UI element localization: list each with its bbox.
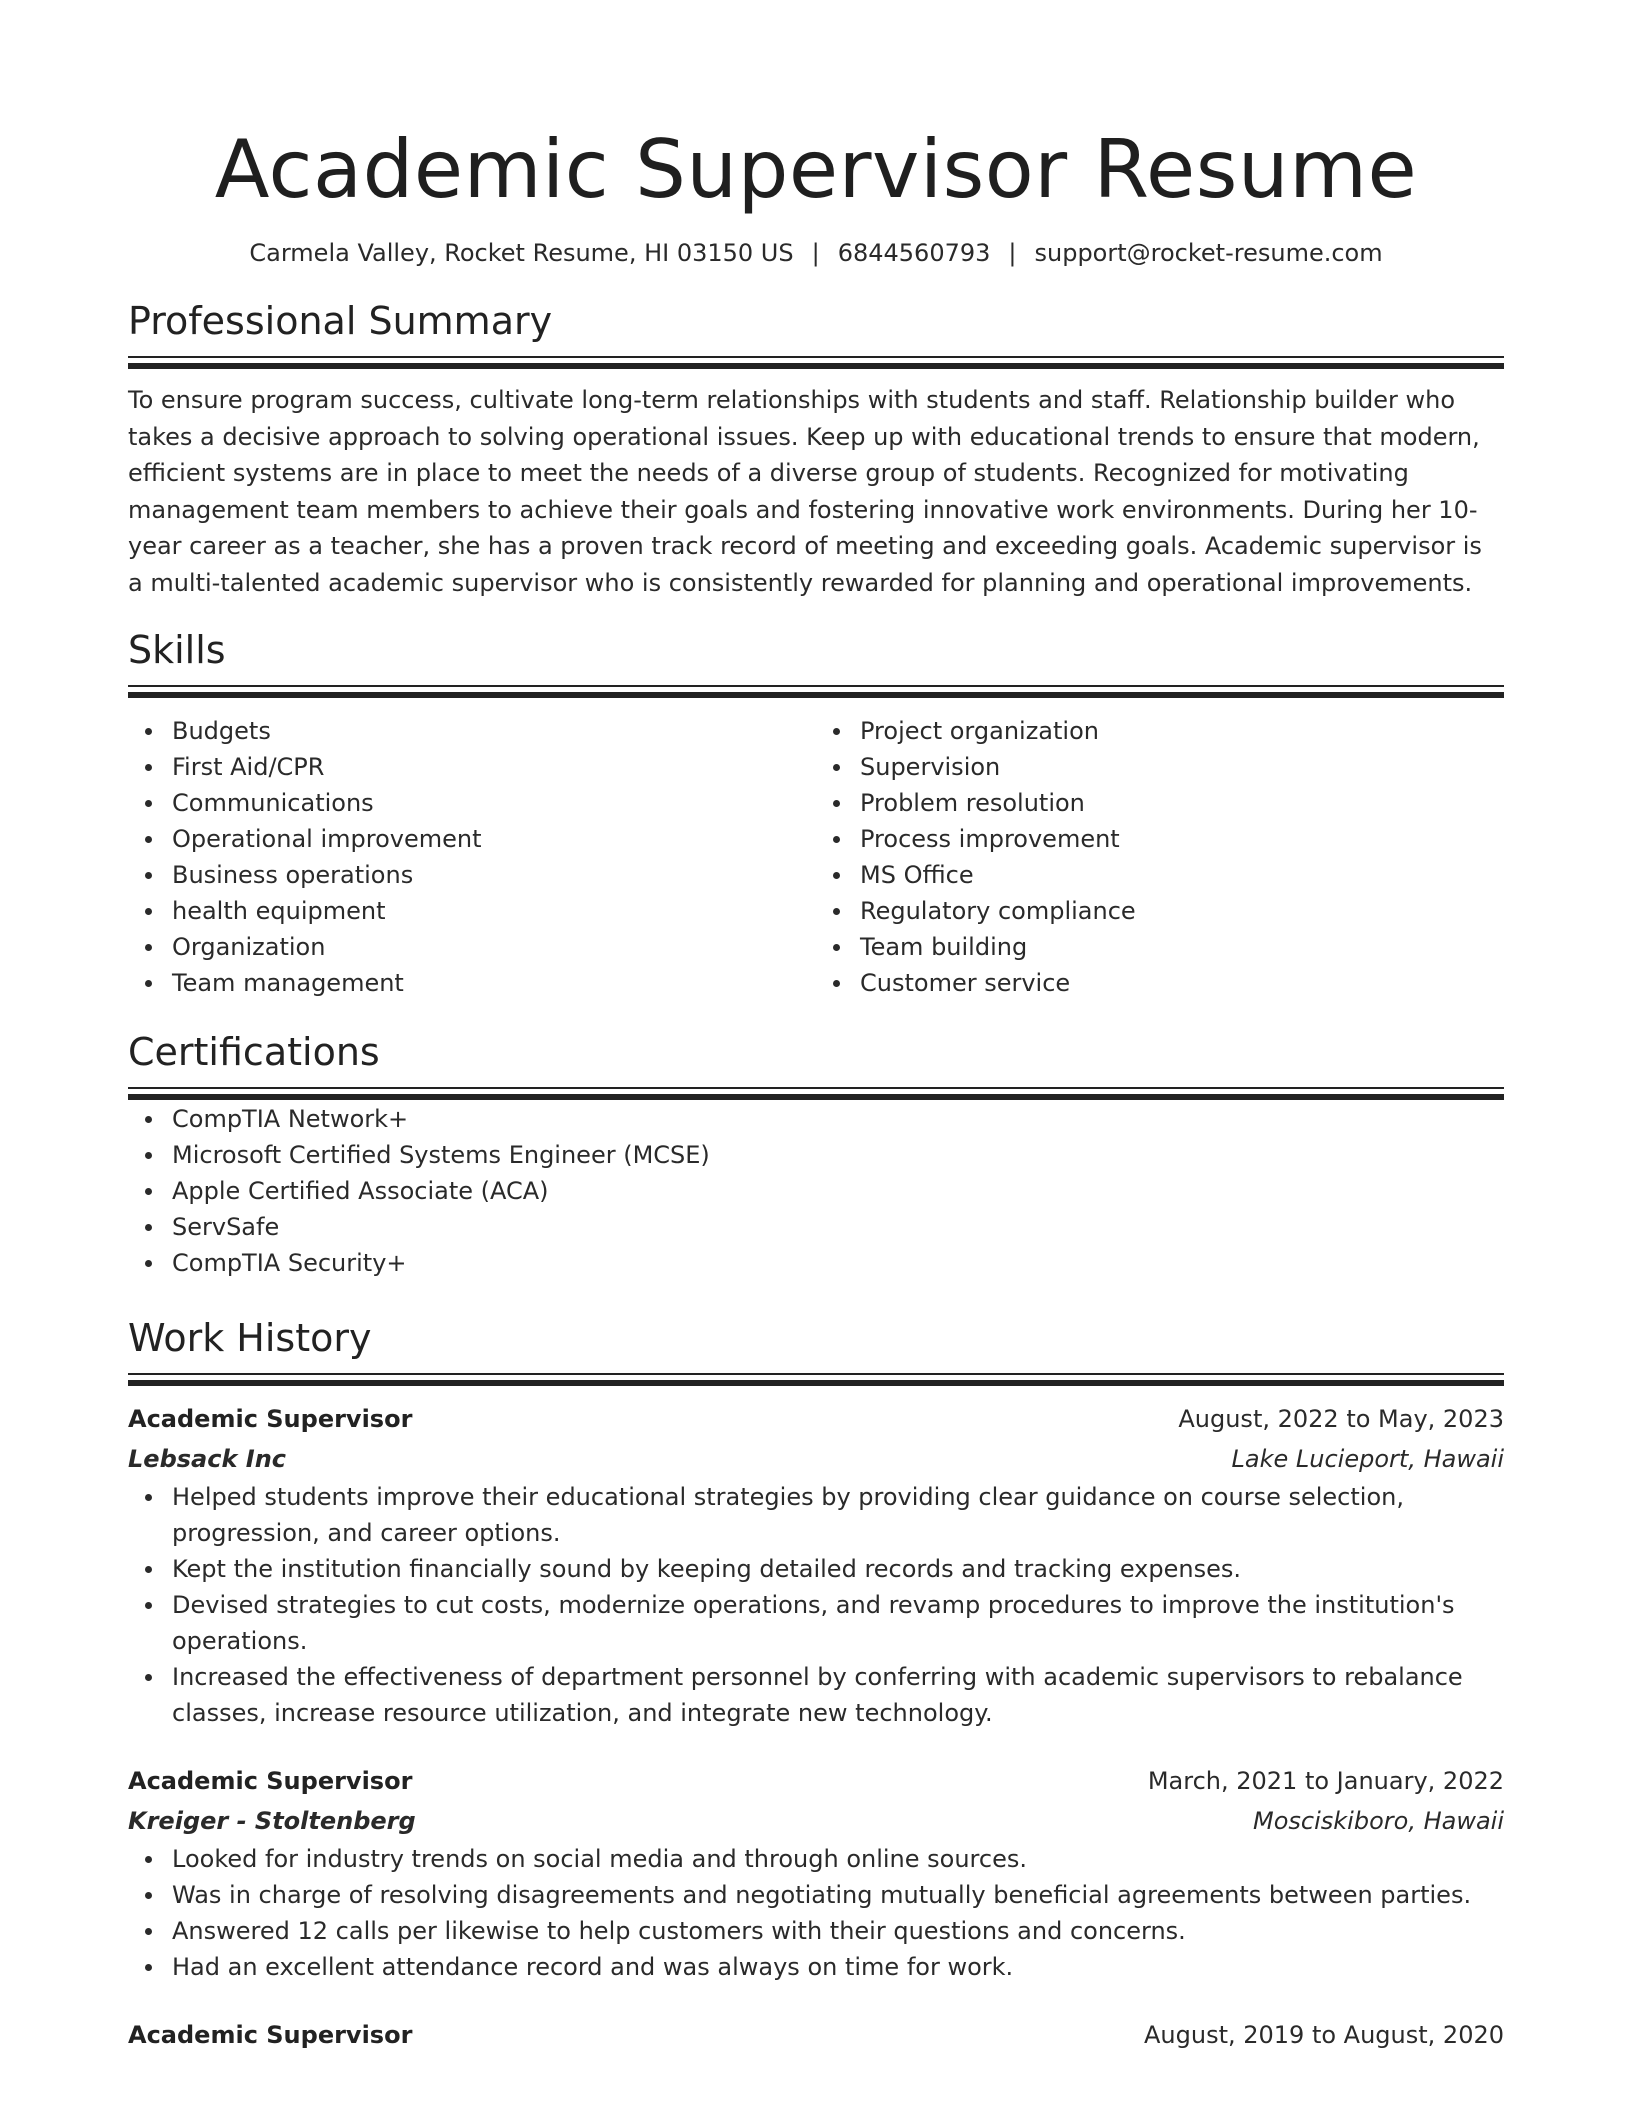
work-history-section [128,1313,1504,2055]
certification-item: Apple Certified Associate (ACA) [172,1173,1504,1209]
job-company: Kreiger - Stoltenberg [128,1807,416,1835]
job-bullet: Devised strategies to cut costs, modernize operations, and revamp procedures to improve the institution's operations. [172,1587,1504,1659]
job-title: Academic Supervisor [128,1405,413,1433]
contact-separator: | [1008,239,1017,267]
certification-item: Microsoft Certified Systems Engineer (MCSE) [172,1137,1504,1173]
job-title: Academic Supervisor [128,2021,413,2049]
skill-item: health equipment [172,893,816,929]
skills-column-right [816,713,1504,1001]
job-bullet: Answered 12 calls per likewise to help customers with their questions and concerns. [172,1913,1504,1949]
section-heading-skills: Skills [128,628,226,672]
section-divider [128,356,1504,370]
contact-phone: 6844560793 [837,239,991,267]
job-dates: August, 2019 to August, 2020 [1144,2021,1504,2049]
certification-item: CompTIA Security+ [172,1245,1504,1281]
skill-item: MS Office [860,857,1504,893]
job-bullets [128,1841,1504,1985]
section-heading-certifications: Certifications [128,1030,380,1074]
skill-item: Team building [860,929,1504,965]
job-header [128,1399,1504,1439]
job-entry [128,1399,1504,1731]
job-bullets [128,1479,1504,1731]
certification-item: ServSafe [172,1209,1504,1245]
section-heading-summary: Professional Summary [128,299,553,343]
skill-item: Customer service [860,965,1504,1001]
summary-text: To ensure program success, cultivate long-term relationships with students and staff. Relationship builder who takes a decisive approach to solving operational issues. Keep up with educational trends to ensure that modern, efficient systems are in place to meet the needs of a diverse group of students. Recognized for motivating management team members to achieve their goals and fostering innovative work environments. During her 10-year career as a teacher, she has a proven track record of meeting and exceeding goals. Academic supervisor is a multi-talented academic supervisor who is consistently rewarded for planning and operational improvements. [128,386,1482,597]
skills-column-left [128,713,816,1001]
skill-item: Supervision [860,749,1504,785]
skills-list-right [816,713,1504,1001]
section-divider [128,1087,1504,1101]
summary-section [128,296,1504,601]
job-title: Academic Supervisor [128,1767,413,1795]
skill-item: Process improvement [860,821,1504,857]
job-company: Lebsack Inc [128,1445,287,1473]
skill-item: Regulatory compliance [860,893,1504,929]
job-location: Lake Lucieport, Hawaii [1231,1445,1504,1473]
job-bullet: Was in charge of resolving disagreements and negotiating mutually beneficial agreements between parties. [172,1877,1504,1913]
job-bullet: Increased the effectiveness of department personnel by conferring with academic supervisors to rebalance classes, increase resource utilization, and integrate new technology. [172,1659,1504,1731]
job-bullet: Kept the institution financially sound by keeping detailed records and tracking expenses. [172,1551,1504,1587]
skills-list-left [128,713,816,1001]
contact-separator: | [811,239,820,267]
job-bullet: Had an excellent attendance record and was always on time for work. [172,1949,1504,1985]
contact-address: Carmela Valley, Rocket Resume, HI 03150 US [249,239,794,267]
job-subheader [128,1801,1504,1841]
certifications-list [128,1101,1504,1281]
skill-item: Business operations [172,857,816,893]
section-divider [128,1373,1504,1387]
skill-item: Organization [172,929,816,965]
certifications-section [128,1027,1504,1281]
resume-page [128,0,1504,2055]
skills-columns [128,713,1504,1001]
skill-item: Project organization [860,713,1504,749]
job-location: Mosciskiboro, Hawaii [1253,1807,1504,1835]
job-entry [128,1761,1504,1985]
skill-item: First Aid/CPR [172,749,816,785]
job-header [128,1761,1504,1801]
job-subheader [128,1439,1504,1479]
contact-email: support@rocket-resume.com [1034,239,1383,267]
skills-section [128,625,1504,1001]
job-bullet: Looked for industry trends on social media and through online sources. [172,1841,1504,1877]
job-dates: August, 2022 to May, 2023 [1178,1405,1504,1433]
certification-item: CompTIA Network+ [172,1101,1504,1137]
resume-title: Academic Supervisor Resume [214,123,1418,216]
job-entry [128,2015,1504,2055]
skill-item: Communications [172,785,816,821]
section-heading-work-history: Work History [128,1316,372,1360]
skill-item: Team management [172,965,816,1001]
job-dates: March, 2021 to January, 2022 [1147,1767,1504,1795]
skill-item: Operational improvement [172,821,816,857]
job-header [128,2015,1504,2055]
contact-line [128,236,1504,270]
skill-item: Budgets [172,713,816,749]
job-bullet: Helped students improve their educational strategies by providing clear guidance on course selection, progression, and career options. [172,1479,1504,1551]
section-divider [128,685,1504,699]
skill-item: Problem resolution [860,785,1504,821]
